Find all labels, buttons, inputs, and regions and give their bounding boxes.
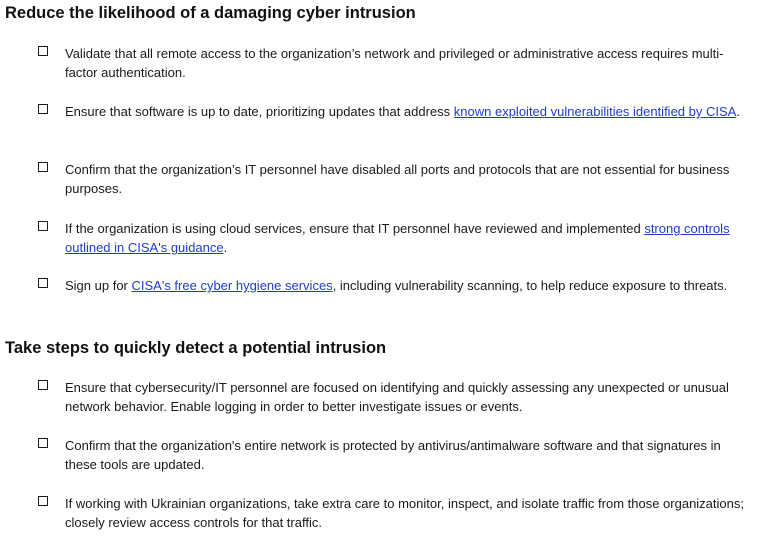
known-exploited-vulnerabilities-link[interactable]: known exploited vulnerabilities identified by CISA [453,104,737,119]
section-heading-reduce-likelihood: Reduce the likelihood of a damaging cyber intrusion [5,4,416,22]
item-text: Validate that all remote access to the organization’s network and privileged or administrative access requires multi-factor authentication. [65,46,724,80]
checklist-item-text [65,436,755,474]
item-text: Confirm that the organization's entire network is protected by antivirus/antimalware software and that signatures in these tools are updated. [65,438,721,472]
item-text: Ensure that software is up to date, prioritizing updates that address [65,104,454,119]
checklist-item-text [65,44,755,82]
checkbox[interactable] [38,278,48,288]
item-text-suffix: , including vulnerability scanning, to help reduce exposure to threats. [332,278,728,293]
checklist-item-text [65,276,755,295]
checkbox[interactable] [38,162,48,172]
item-text-suffix: . [223,240,228,255]
section-heading-detect-intrusion: Take steps to quickly detect a potential intrusion [5,339,387,357]
checklist-item-text [65,219,755,257]
item-text-suffix: . [736,104,740,119]
checklist-item-text [65,494,755,532]
cisa-guidance-link[interactable]: strong controls outlined in CISA's guidance [65,221,730,255]
item-text: Ensure that cybersecurity/IT personnel are focused on identifying and quickly assessing any unexpected or unusual network behavior. Enable logging in order to better investigate issues or events. [65,380,729,414]
cyber-hygiene-services-link[interactable]: CISA's free cyber hygiene services [131,278,333,293]
item-text: Confirm that the organization’s IT personnel have disabled all ports and protocols that are not essential for business purposes. [65,162,730,196]
checklist-item-text [65,378,755,416]
checkbox[interactable] [38,221,48,231]
item-text: If working with Ukrainian organizations, take extra care to monitor, inspect, and isolate traffic from those organizations; closely review access controls for that traffic. [65,496,744,530]
checkbox[interactable] [38,496,48,506]
checkbox[interactable] [38,380,48,390]
checkbox[interactable] [38,46,48,56]
item-text: Sign up for [65,278,132,293]
checkbox[interactable] [38,104,48,114]
checklist-item-text [65,160,755,198]
checkbox[interactable] [38,438,48,448]
item-text: If the organization is using cloud services, ensure that IT personnel have reviewed and implemented [65,221,645,236]
checklist-item-text [65,102,755,121]
